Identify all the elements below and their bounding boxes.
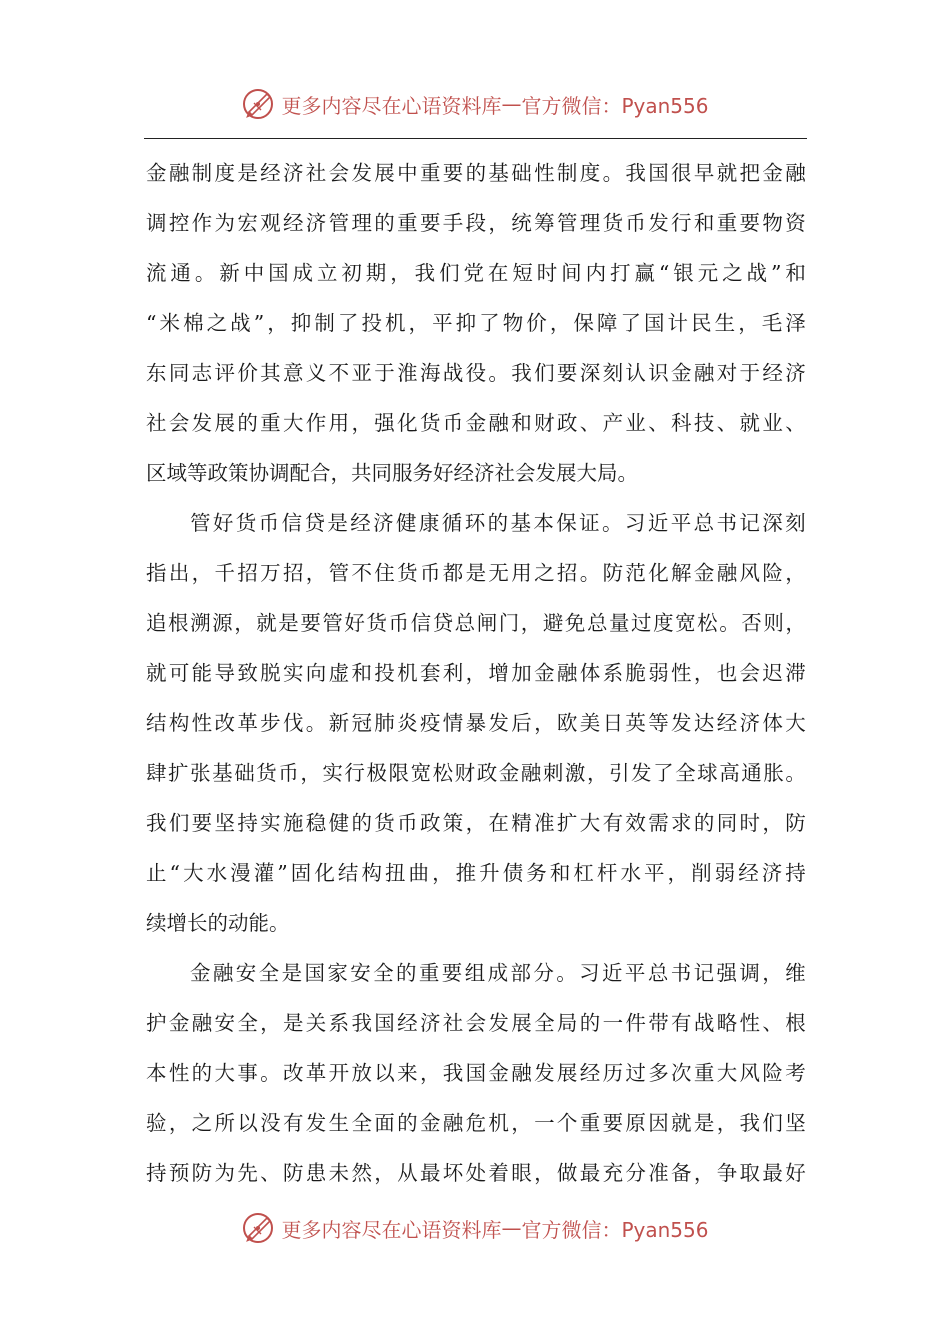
text-line: 就 可 能 导 致 脱 实 向 虚 和 投 机 套 利 ， 增 加 金 融 体 系 脆 弱 性 ， 也 会 迟 滞 bbox=[146, 661, 806, 685]
text-line: 调 控 作 为 宏 观 经 济 管 理 的 重 要 手 段 ， 统 筹 管 理 货 币 发 行 和 重 要 物 资 bbox=[146, 211, 806, 235]
pen-nib-circle-icon bbox=[241, 86, 277, 122]
document-body bbox=[146, 148, 806, 1198]
header-divider bbox=[144, 138, 807, 139]
text-line: 护 金 融 安 全 ， 是 关 系 我 国 经 济 社 会 发 展 全 局 的 一 件 带 有 战 略 性 、 根 bbox=[146, 1011, 806, 1035]
footer-wechat-text: 官方微信：Pyan556 bbox=[521, 1217, 709, 1242]
header-banner bbox=[0, 84, 950, 124]
text-line: 结 构 性 改 革 步 伐 。 新 冠 肺 炎 疫 情 暴 发 后 ， 欧 美 日 英 等 发 达 经 济 体 大 bbox=[146, 711, 806, 735]
footer-site-text: 更多内容尽在心语资料库 bbox=[281, 1217, 502, 1242]
footer-separator: — bbox=[501, 1216, 522, 1240]
text-line: 区域等政策协调配合，共同服务好经济社会发展大局。 bbox=[146, 461, 638, 485]
footer-banner bbox=[0, 1208, 950, 1248]
text-line: “ 米 棉 之 战 ” ， 抑 制 了 投 机 ， 平 抑 了 物 价 ， 保 障 了 国 计 民 生 ， 毛 泽 bbox=[146, 311, 806, 335]
text-line: 社 会 发 展 的 重 大 作 用 ， 强 化 货 币 金 融 和 财 政 、 产 业 、 科 技 、 就 业 、 bbox=[146, 411, 806, 435]
text-line: 指 出 ， 千 招 万 招 ， 管 不 住 货 币 都 是 无 用 之 招 。 防 范 化 解 金 融 风 险 ， bbox=[146, 561, 806, 585]
text-line: 金 融 制 度 是 经 济 社 会 发 展 中 重 要 的 基 础 性 制 度 。 我 国 很 早 就 把 金 融 bbox=[146, 161, 806, 185]
text-line: 续增长的动能。 bbox=[146, 911, 290, 935]
text-line: 流 通 。 新 中 国 成 立 初 期 ， 我 们 党 在 短 时 间 内 打 赢 “ 银 元 之 战 ” 和 bbox=[146, 261, 806, 285]
text-line: 验 ， 之 所 以 没 有 发 生 全 面 的 金 融 危 机 ， 一 个 重 要 原 因 就 是 ， 我 们 坚 bbox=[146, 1111, 806, 1135]
text-line: 我 们 要 坚 持 实 施 稳 健 的 货 币 政 策 ， 在 精 准 扩 大 有 效 需 求 的 同 时 ， 防 bbox=[146, 811, 806, 835]
pen-nib-circle-icon bbox=[241, 1210, 277, 1246]
header-site-text: 更多内容尽在心语资料库 bbox=[281, 93, 502, 118]
text-line: 肆 扩 张 基 础 货 币 ， 实 行 极 限 宽 松 财 政 金 融 刺 激 ， 引 发 了 全 球 高 通 胀 。 bbox=[146, 761, 806, 785]
paragraph-start: 金 融 安 全 是 国 家 安 全 的 重 要 组 成 部 分 。 习 近 平 总 书 记 强 调 ， 维 bbox=[190, 961, 806, 985]
text-line: 本 性 的 大 事 。 改 革 开 放 以 来 ， 我 国 金 融 发 展 经 历 过 多 次 重 大 风 险 考 bbox=[146, 1061, 806, 1085]
text-line: 东 同 志 评 价 其 意 义 不 亚 于 淮 海 战 役 。 我 们 要 深 刻 认 识 金 融 对 于 经 济 bbox=[146, 361, 806, 385]
header-separator: — bbox=[501, 92, 522, 116]
text-line: 持 预 防 为 先 、 防 患 未 然 ， 从 最 坏 处 着 眼 ， 做 最 充 分 准 备 ， 争 取 最 好 bbox=[146, 1161, 806, 1185]
paragraph-start: 管 好 货 币 信 贷 是 经 济 健 康 循 环 的 基 本 保 证 。 习 近 平 总 书 记 深 刻 bbox=[190, 511, 806, 535]
text-line: 追 根 溯 源 ， 就 是 要 管 好 货 币 信 贷 总 闸 门 ， 避 免 总 量 过 度 宽 松 。 否 则 ， bbox=[146, 611, 806, 635]
text-line: 止 “ 大 水 漫 灌 ” 固 化 结 构 扭 曲 ， 推 升 债 务 和 杠 杆 水 平 ， 削 弱 经 济 持 bbox=[146, 861, 806, 885]
header-wechat-text: 官方微信：Pyan556 bbox=[521, 93, 709, 118]
